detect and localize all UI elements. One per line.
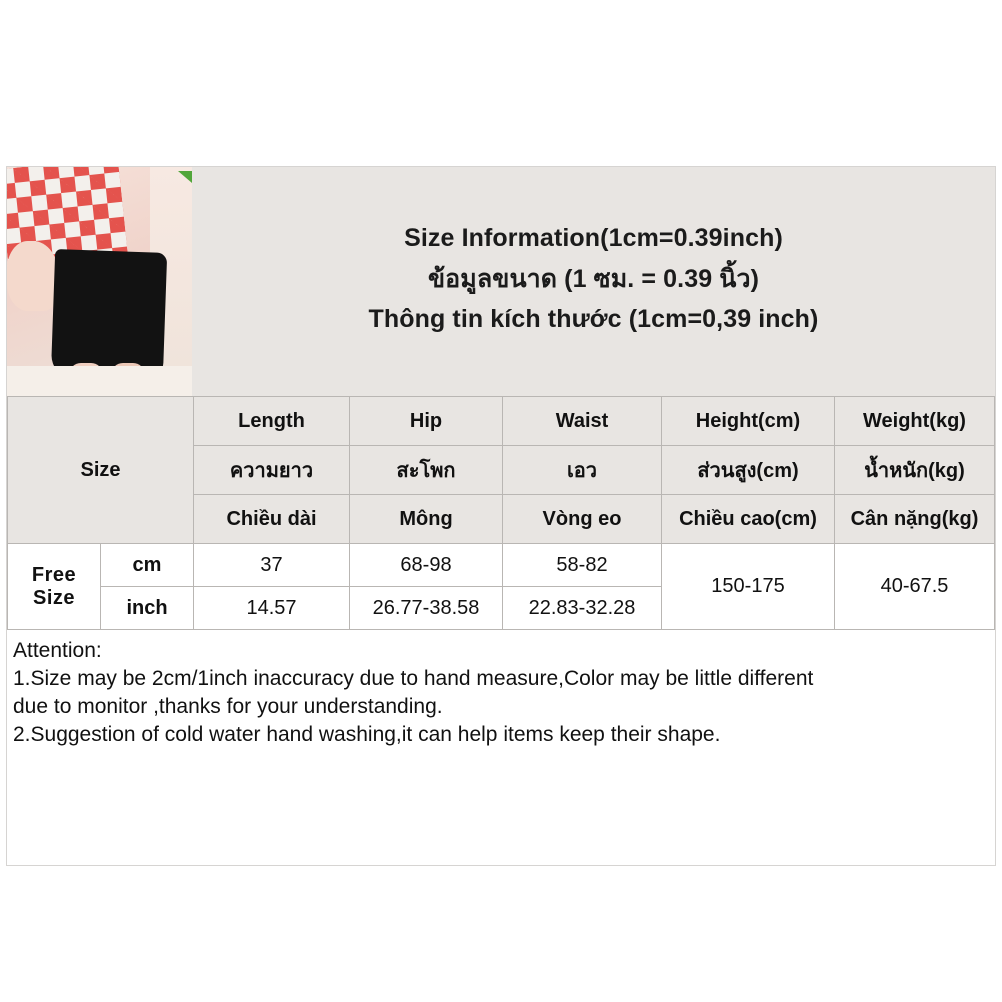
photo-bed	[7, 366, 192, 396]
col-header-height-en: Height(cm)	[662, 397, 835, 446]
header-titles	[192, 167, 995, 396]
col-header-hip-vi: Mông	[350, 495, 503, 544]
col-header-weight-vi: Cân nặng(kg)	[835, 495, 995, 544]
photo-black-skirt	[51, 249, 167, 381]
value-hip-cm: 68-98	[350, 544, 503, 587]
title-english: Size Information(1cm=0.39inch)	[404, 223, 783, 252]
col-header-weight-th: น้ำหนัก(kg)	[835, 446, 995, 495]
col-header-waist-vi: Vòng eo	[503, 495, 662, 544]
value-length-cm: 37	[194, 544, 350, 587]
attention-line-1b: due to monitor ,thanks for your understanding.	[13, 694, 443, 718]
attention-block	[7, 630, 995, 749]
col-header-length-th: ความยาว	[194, 446, 350, 495]
attention-heading: Attention:	[13, 639, 102, 662]
size-table	[7, 396, 995, 630]
title-vietnamese: Thông tin kích thước (1cm=0,39 inch)	[368, 304, 819, 333]
product-photo	[7, 167, 192, 396]
col-header-hip-en: Hip	[350, 397, 503, 446]
table-row-free-size-cm	[8, 544, 995, 587]
attention-line-1: 1.Size may be 2cm/1inch inaccuracy due to hand measure,Color may be little different	[13, 666, 814, 690]
col-header-height-th: ส่วนสูง(cm)	[662, 446, 835, 495]
col-header-weight-en: Weight(kg)	[835, 397, 995, 446]
value-waist-cm: 58-82	[503, 544, 662, 587]
size-label-cell: Size	[8, 397, 194, 544]
chart-header	[7, 167, 995, 396]
attention-line-2: 2.Suggestion of cold water hand washing,it can help items keep their shape.	[13, 722, 721, 746]
col-header-length-en: Length	[194, 397, 350, 446]
value-waist-inch: 22.83-32.28	[503, 587, 662, 630]
col-header-height-vi: Chiều cao(cm)	[662, 495, 835, 544]
title-thai: ข้อมูลขนาด (1 ซม. = 0.39 นิ้ว)	[427, 264, 760, 293]
unit-inch: inch	[101, 587, 194, 630]
size-chart-card	[6, 166, 996, 866]
col-header-waist-th: เอว	[503, 446, 662, 495]
col-header-waist-en: Waist	[503, 397, 662, 446]
unit-cm: cm	[101, 544, 194, 587]
value-weight: 40-67.5	[835, 544, 995, 630]
table-row-header-en	[8, 397, 995, 446]
value-hip-inch: 26.77-38.58	[350, 587, 503, 630]
row-label-free-size: Free Size	[8, 544, 101, 630]
photo-arm	[7, 241, 59, 311]
col-header-hip-th: สะโพก	[350, 446, 503, 495]
value-height: 150-175	[662, 544, 835, 630]
col-header-length-vi: Chiều dài	[194, 495, 350, 544]
value-length-inch: 14.57	[194, 587, 350, 630]
